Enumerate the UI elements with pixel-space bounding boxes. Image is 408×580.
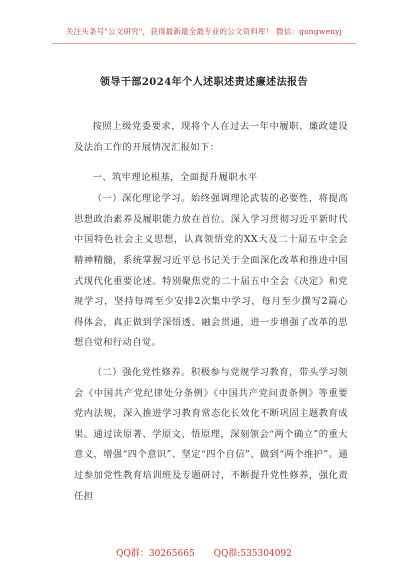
footer [0, 546, 408, 559]
document-body [74, 117, 348, 516]
header-note: 关注头条号"公文研究"，获得最新最全最专业的公文资料库！ 微信：gongwenyj [65, 27, 343, 36]
document-title: 领导干部2024年个人述职述责述廉述法报告 [99, 77, 309, 88]
intro-paragraph: 按照上级党委要求，现将个人在过去一年中履职、廉政建设及法治工作的开展情况汇报如下： [74, 121, 348, 153]
paragraph-theory-study: （一）深化理论学习。始终强调理论武装的必要性，将提高思想政治素养及履职能力放在首位。深入学习贯彻习近平新时代中国特色社会主义思想，认真领悟党的XX大及二十届五中全会精神精髓，系统掌握习近平总书记关于全面深化改革和推进中国式现代化重要论述。特别聚焦党的二十届五中全会《决定》和党规学习，坚持每周至少安排2次集中学习，每月至少撰写2篇心得体会，真正做到学深悟透、融会贯通，进一步增强了改革的思想自觉和行动自觉。 [74, 193, 348, 349]
section-heading: 一、筑牢理论根基，全面提升履职水平 [92, 172, 258, 184]
header-divider [52, 43, 356, 44]
paragraph-party-spirit: （二）强化党性修养。积极参与党规学习教育，带头学习领会《中国共产党纪律处分条例》《中国共产党问责条例》等重要党内法规，深入推进学习教育常态化长效化不断巩固主题教育成果。通过读原著、学原文、悟原理，深刻领会“两个确立”的重大意义，增强“四个意识”、坚定“四个自信”、做到“两个维护”。通过参加党性教育培训班及专题研讨，不断提升党性修养，强化责任担 [74, 366, 348, 502]
footer-qq-group-1: QQ群：30265665 [116, 549, 195, 559]
footer-qq-group-2: QQ群:535304092 [213, 549, 292, 559]
